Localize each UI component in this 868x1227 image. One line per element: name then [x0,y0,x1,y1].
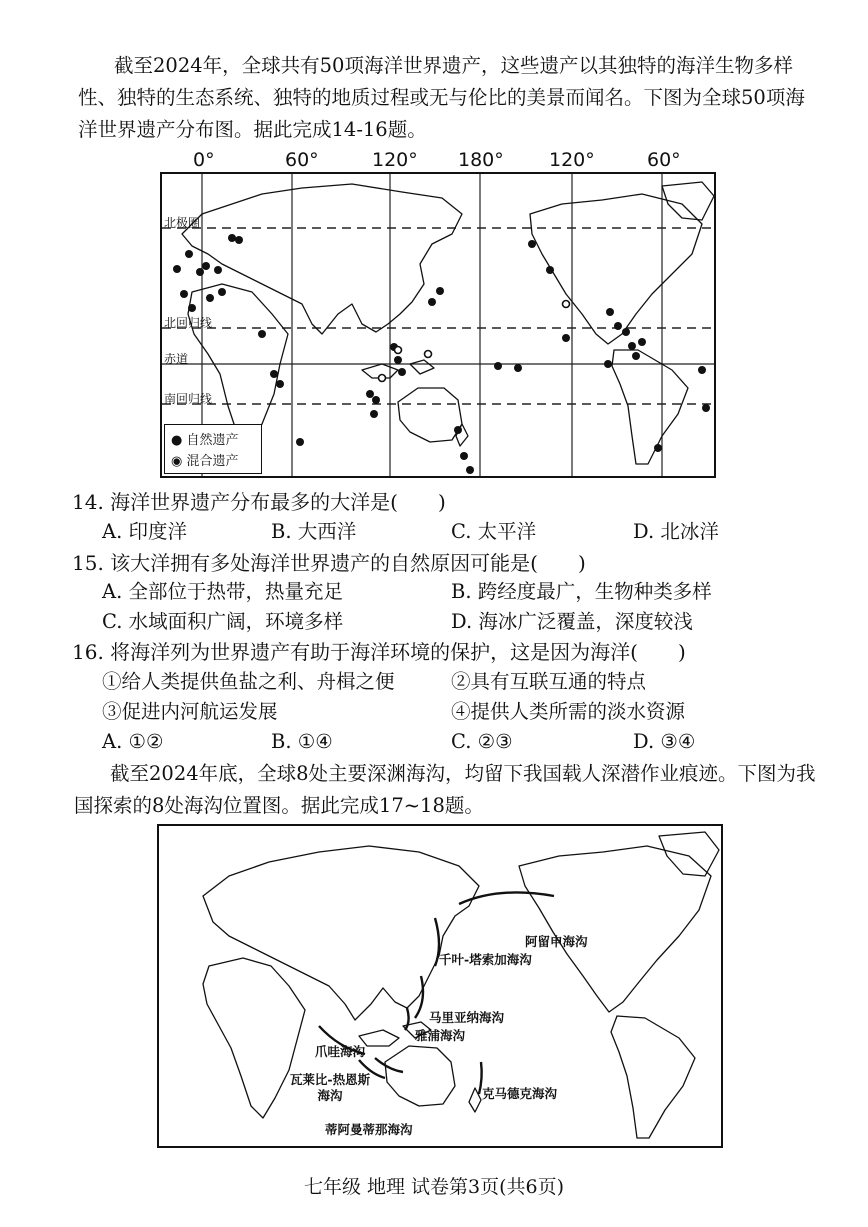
q15-option-c: C. 水域面积广阔，环境多样 [102,610,344,633]
q15-option-a: A. 全部位于热带，热量充足 [102,580,343,603]
q14-option-a: A. 印度洋 [102,520,187,543]
page-footer: 七年级 地理 试卷第3页(共6页) [303,1176,565,1198]
map-legend [164,424,262,474]
legend-natural: ● 自然遗产 [171,433,239,448]
trench-label-kermadec: 克马德克海沟 [482,1086,558,1101]
longitude-label: 60° [647,149,681,171]
intro-paragraph-2: 截至2024年底，全球8处主要深渊海沟，均留下我国载人深潜作业痕迹。下图为我国探索的8处海沟位置图。据此完成17~18题。 [74,762,816,817]
q15-option-b: B. 跨经度最广，生物种类多样 [451,580,712,603]
q16-item-1: ①给人类提供鱼盐之利、舟楫之便 [102,670,395,693]
q14-option-d: D. 北冰洋 [633,520,719,543]
q16-option-b: B. ①④ [271,730,333,753]
heritage-distribution-map [160,172,716,478]
q16-option-a: A. ①② [102,730,164,753]
tropic-of-capricorn-label: 南回归线 [164,392,213,406]
q16-item-2: ②具有互联互通的特点 [451,670,647,693]
tropic-of-cancer-label: 北回归线 [164,316,213,330]
q16-option-d: D. ③④ [633,730,696,753]
trench-location-map [157,824,723,1148]
trench-label-wallaby: 瓦莱比-热恩斯海沟 [289,1072,371,1103]
trench-label-mariana: 马里亚纳海沟 [429,1010,505,1025]
trench-label-diamantina: 蒂阿曼蒂那海沟 [325,1122,413,1137]
equator-label: 赤道 [164,352,189,366]
q16-item-4: ④提供人类所需的淡水资源 [451,700,686,723]
q14-option-b: B. 大西洋 [271,520,357,543]
longitude-label: 0° [193,149,215,171]
intro-paragraph-1: 截至2024年，全球共有50项海洋世界遗产，这些遗产以其独特的海洋生物多样性、独特的生态系统、独特的地质过程或无与伦比的美景而闻名。下图为全球50项海洋世界遗产分布图。据此完成14-16题。 [78,54,805,141]
q16-option-c: C. ②③ [451,730,513,753]
trench-label-yap: 雅浦海沟 [415,1028,466,1043]
q15-option-d: D. 海冰广泛覆盖，深度较浅 [451,610,693,633]
arctic-circle-label: 北极圈 [164,216,201,230]
question-14: 14. 海洋世界遗产分布最多的大洋是( ) [72,490,446,514]
legend-mixed: ◉ 混合遗产 [171,454,239,469]
question-15: 15. 该大洋拥有多处海洋世界遗产的自然原因可能是( ) [72,551,586,575]
trench-map-graphic [159,826,721,1146]
longitude-label: 120° [549,149,595,171]
q16-item-3: ③促进内河航运发展 [102,700,278,723]
longitude-label: 60° [285,149,319,171]
trench-label-aleutian: 阿留申海沟 [525,934,588,949]
trench-label-java: 爪哇海沟 [315,1044,366,1059]
longitude-label: 180° [458,149,504,171]
q14-option-c: C. 太平洋 [451,520,537,543]
legend-natural-label: 自然遗产 [186,433,239,448]
question-16: 16. 将海洋列为世界遗产有助于海洋环境的保护，这是因为海洋( ) [72,640,686,664]
trench-label-chiba: 千叶-塔索加海沟 [439,952,532,967]
legend-mixed-label: 混合遗产 [186,454,239,469]
longitude-label: 120° [372,149,418,171]
